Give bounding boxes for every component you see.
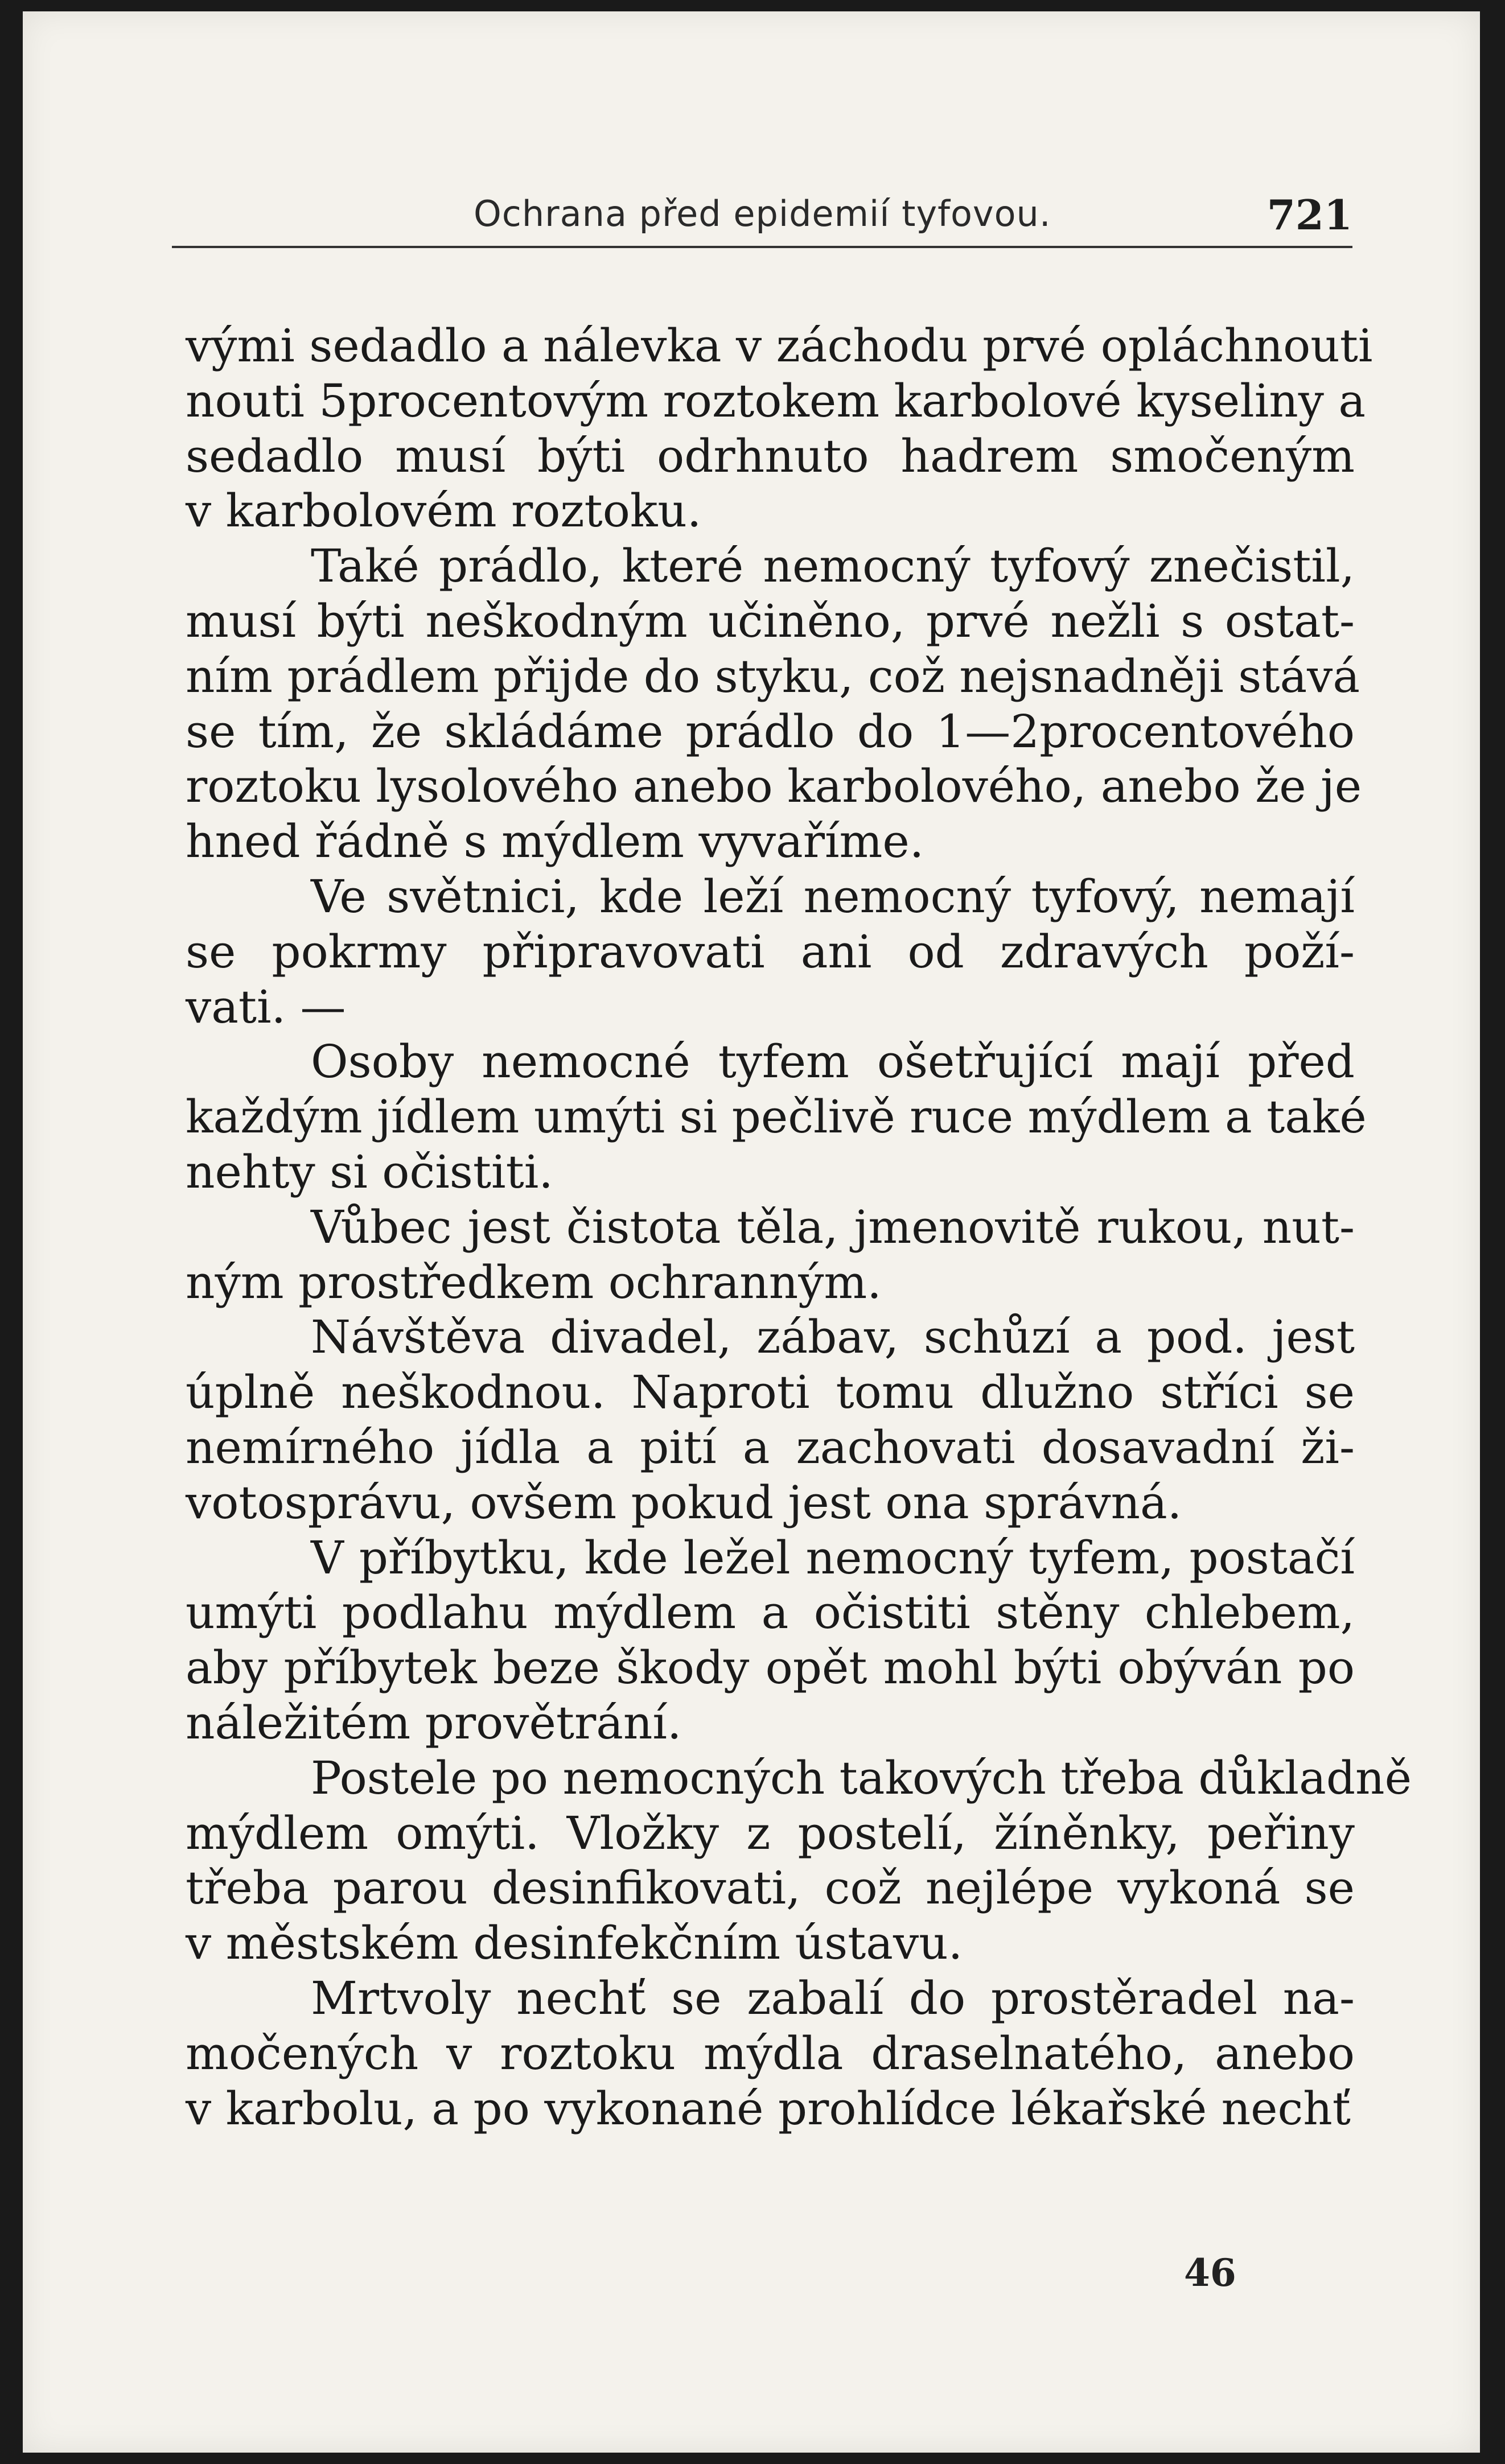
- paragraph: [186, 539, 1362, 870]
- paragraph: [186, 870, 1355, 1035]
- text-line: Návštěva divadel, zábav, schůzí a pod. jest: [311, 1311, 1355, 1364]
- paragraph: [186, 1531, 1355, 1751]
- signature-mark: 46: [1184, 2251, 1236, 2295]
- text-line: třeba parou desinfikovati, což nejlépe vykoná se: [186, 1861, 1355, 1915]
- text-line: mýdlem omýti. Vložky z postelí, žíněnky, peřiny: [186, 1806, 1355, 1860]
- text-line: Postele po nemocných takových třeba důkladně: [311, 1751, 1412, 1804]
- text-line: náležitém provětrání.: [186, 1696, 682, 1749]
- text-line: Osoby nemocné tyfem ošetřující mají před: [311, 1035, 1355, 1089]
- text-line: aby příbytek beze škody opět mohl býti obýván po: [186, 1641, 1355, 1695]
- text-line: každým jídlem umýti si pečlivě ruce mýdlem a také: [186, 1090, 1367, 1144]
- page-header: [172, 191, 1352, 239]
- header-rule: [172, 246, 1352, 248]
- paragraph: [186, 1035, 1367, 1200]
- text-line: vati. —: [186, 980, 346, 1033]
- running-title: Ochrana před epidemií tyfovou.: [474, 193, 1051, 234]
- text-line: v karbolovém roztoku.: [186, 484, 702, 538]
- text-line: ným prostředkem ochranným.: [186, 1255, 882, 1309]
- text-line: úplně neškodnou. Naproti tomu dlužno stříci se: [186, 1366, 1355, 1419]
- text-line: vými sedadlo a nálevka v záchodu prvé opláchnouti: [186, 319, 1373, 372]
- text-line: roztoku lysolového anebo karbolového, anebo že je: [186, 760, 1362, 813]
- paragraph: [186, 319, 1373, 539]
- text-line: močených v roztoku mýdla draselnatého, anebo: [186, 2026, 1355, 2080]
- text-line: Vůbec jest čistota těla, jmenovitě rukou, nut-: [311, 1200, 1355, 1254]
- text-line: votosprávu, ovšem pokud jest ona správná.: [186, 1476, 1182, 1529]
- text-line: ním prádlem přijde do styku, což nejsnadněji stává: [186, 649, 1360, 703]
- text-line: nouti 5procentovým roztokem karbolové kyseliny a: [186, 374, 1366, 427]
- text-line: Také prádlo, které nemocný tyfový znečistil,: [311, 539, 1355, 593]
- text-line: musí býti neškodným učiněno, prvé nežli s ostat-: [186, 594, 1355, 648]
- paragraph: [186, 1971, 1355, 2136]
- text-line: v městském desinfekčním ústavu.: [186, 1917, 963, 1970]
- text-line: se tím, že skládáme prádlo do 1—2procentového: [186, 704, 1355, 758]
- text-line: Mrtvoly nechť se zabalí do prostěradel na-: [311, 1971, 1355, 2025]
- text-line: nehty si očistiti.: [186, 1145, 553, 1198]
- text-line: v karbolu, a po vykonané prohlídce lékařské nechť: [186, 2082, 1351, 2135]
- text-line: Ve světnici, kde leží nemocný tyfový, nemají: [311, 870, 1355, 923]
- paragraph: [186, 1200, 1355, 1311]
- text-line: V příbytku, kde ležel nemocný tyfem, postačí: [311, 1531, 1355, 1584]
- paragraph: [186, 1310, 1355, 1530]
- text-line: nemírného jídla a pití a zachovati dosavadní ži-: [186, 1420, 1355, 1474]
- text-line: umýti podlahu mýdlem a očistiti stěny chlebem,: [186, 1586, 1355, 1639]
- page-number: 721: [1266, 191, 1352, 239]
- paragraph: [186, 1751, 1412, 1971]
- text-line: se pokrmy připravovati ani od zdravých poží-: [186, 925, 1355, 978]
- body-text: [186, 319, 1412, 2136]
- text-line: hned řádně s mýdlem vyvaříme.: [186, 815, 924, 868]
- text-line: sedadlo musí býti odrhnuto hadrem smočeným: [186, 429, 1355, 483]
